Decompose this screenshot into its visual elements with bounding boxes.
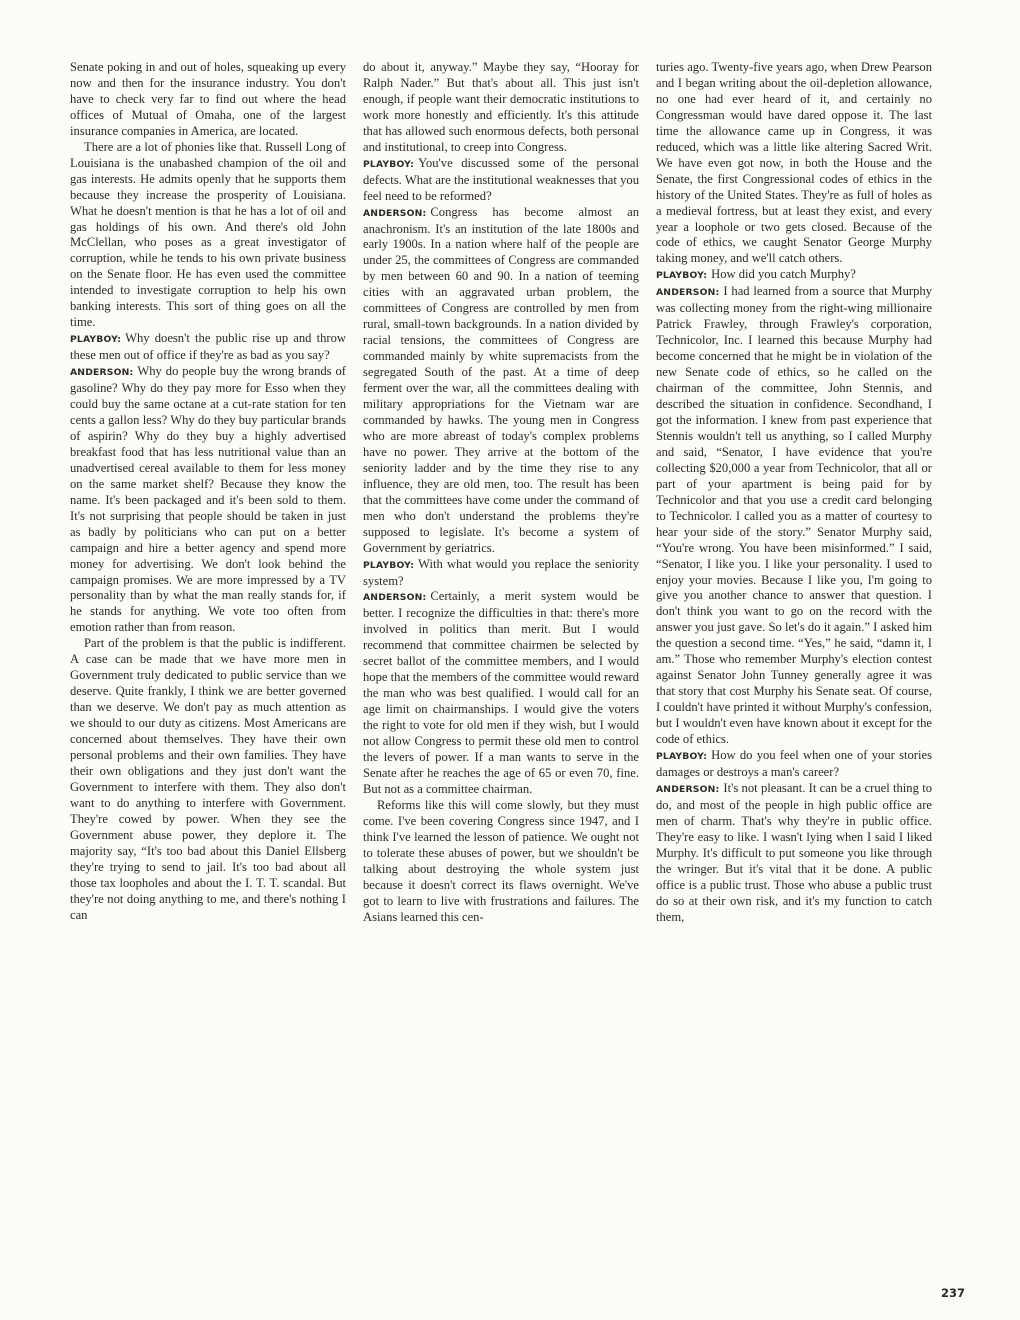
paragraph-text: Why doesn't the public rise up and throw these men out of office if they're as bad as you say? — [70, 331, 346, 363]
page-number: 237 — [941, 1286, 966, 1300]
paragraph-text: There are a lot of phonies like that. Russell Long of Louisiana is the unabashed champion of the oil and gas interests. He admits openly that he supports them because they increase the prosperity of Louisiana. What he doesn't mention is that he has a lot of oil and gas holdings of his own. And there's old John McClellan, who poses as a great investigator of corruption, while he tends to his own private business on the Senate floor. He has even used the committee intended to investigate corruption to help his own banking interests. This sort of thing goes on all the time. — [70, 139, 346, 330]
paragraph-text: It's not pleasant. It can be a cruel thing to do, and most of the people in high public office are men of charm. That's why they're in public office. They're easy to like. I wasn't lying when I said I liked Murphy. It's difficult to put someone you like through the wringer. But it's vital that it be done. A public office is a public trust. Those who abuse a public trust do so at their own risk, and it's my function to catch them, — [656, 780, 932, 924]
text-column-3 — [656, 60, 932, 925]
speaker-label: ANDERSON: — [656, 287, 720, 299]
speaker-label: PLAYBOY: — [363, 158, 415, 170]
paragraph-text: I had learned from a source that Murphy was collecting money from the right-wing millionaire Patrick Frawley, through Frawley's corporation, Technicolor, Inc. I learned this because Murphy had become concerned that he might be in violation of the new Senate code of ethics, so he called on the chairman of the committee, John Stennis, and described the situation in confidence. Secondhand, I got the information. I knew from past experience that Stennis wouldn't tell us anything, so I called Murphy and said, “Senator, I have evidence that you're collecting $20,000 a year from Technicolor, that all or part of your apartment is being paid for by Technicolor and that you use a credit card belonging to Technicolor. I called you as a matter of courtesy to hear your side of the story.” Senator Murphy said, “You're wrong. You have been misinformed.” I said, “Senator, I like you. I like your personality. I used to enjoy your movies. Because I like you, I'm going to give you another chance to answer that question. I don't think you want to go on the record with the answer you just gave. So let's do it again.” I asked him the question a second time. “Yes,” he said, “damn it, I am.” Those who remember Murphy's election contest against Senator John Tunney generally agree it was that story that cost Murphy his Senate seat. Of course, I couldn't have printed it without Murphy's confession, but I wouldn't even have known about it except for the code of ethics. — [656, 284, 932, 747]
body-paragraph — [70, 60, 346, 140]
speaker-label: PLAYBOY: — [656, 750, 708, 762]
text-column-1 — [70, 60, 346, 923]
speaker-label: ANDERSON: — [363, 592, 427, 604]
paragraph-text: You've discussed some of the personal defects. What are the institutional weaknesses that you feel need to be reformed? — [363, 155, 639, 203]
body-paragraph — [70, 636, 346, 923]
answer-paragraph — [656, 284, 932, 748]
body-paragraph — [363, 798, 639, 926]
answer-paragraph — [363, 205, 639, 557]
body-paragraph — [656, 60, 932, 267]
paragraph-text: How do you feel when one of your stories damages or destroys a man's career? — [656, 747, 932, 779]
speaker-label: PLAYBOY: — [363, 559, 415, 571]
question-paragraph — [656, 748, 932, 781]
answer-paragraph — [656, 781, 932, 926]
paragraph-text: How did you catch Murphy? — [711, 267, 856, 282]
answer-paragraph — [363, 589, 639, 797]
speaker-label: ANDERSON: — [70, 367, 134, 379]
question-paragraph — [363, 557, 639, 590]
paragraph-text: Certainly, a merit system would be better. I recognize the difficulties in that: there's more involved in politics than merit. But I would recommend that committee chairmen be selected by secret ballot of the committee members, and I would hope that the members of the committee would reward the man who was best qualified. I would call for an age limit on chairmanships. I would give the voters the right to vote for old men if they wish, but I would not allow Congress to permit these old men to control the levers of power. If a man wants to serve in the Senate after he reaches the age of 65 or even 70, fine. But not as a committee chairman. — [363, 589, 639, 796]
text-column-2 — [363, 60, 639, 925]
question-paragraph — [363, 156, 639, 205]
paragraph-text: Reforms like this will come slowly, but they must come. I've been covering Congress since 1947, and I think I've learned the lesson of patience. We ought not to tolerate these abuses of power, but we shouldn't be talking about destroying the whole system just because it doesn't correct its flaws overnight. We've got to learn to live with frustrations and failures. The Asians learned this cen- — [363, 797, 639, 924]
paragraph-text: With what would you replace the seniority system? — [363, 556, 639, 588]
paragraph-text: turies ago. Twenty-five years ago, when Drew Pearson and I began writing about the oil-depletion allowance, no one had ever heard of it, and certainly no Congressman would have dared oppose it. The last time the allowance came up in Congress, it was reduced, which was a little like altering Sacred Writ. We have even got now, in both the House and the Senate, the first Congressional codes of ethics in the history of the United States. They're as full of holes as a medieval fortress, but at least they exist, and every year a loophole or two gets closed. Because of the code of ethics, we caught Senator George Murphy taking money, and we'll catch others. — [656, 60, 932, 266]
answer-paragraph — [70, 364, 346, 636]
speaker-label: PLAYBOY: — [70, 334, 122, 346]
paragraph-text: Senate poking in and out of holes, squeaking up every now and then for the insurance industry. You don't have to check very far to find out where the head offices of Mutual of Omaha, one of the largest insurance companies in America, are located. — [70, 60, 346, 138]
body-paragraph — [363, 60, 639, 156]
question-paragraph — [70, 331, 346, 364]
paragraph-text: Part of the problem is that the public is indifferent. A case can be made that we have more men in Government truly dedicated to public service than we deserve. Quite frankly, I think we are better governed than we deserve. We don't pay as much attention as we should to our duty as citizens. Most Americans are concerned about themselves. They have their own personal problems and their own families. They have their own obligations and they just don't want the Government to interfere with them. They also don't want to do anything to interfere with Government. They're cowed by power. When they see the Government abuse power, they deplore it. The majority say, “It's too bad about this Daniel Ellsberg they're trying to send to jail. It's too bad about all those tax loopholes and about the I. T. T. scandal. But they're not doing anything to me, and there's nothing I can — [70, 636, 346, 922]
speaker-label: PLAYBOY: — [656, 270, 708, 282]
speaker-label: ANDERSON: — [363, 207, 427, 219]
question-paragraph — [656, 267, 932, 284]
speaker-label: ANDERSON: — [656, 783, 720, 795]
paragraph-text: Why do people buy the wrong brands of gasoline? Why do they pay more for Esso when they could buy the same octane at a cut-rate station for ten cents a gallon less? Why do they buy particular brands of aspirin? Why do they buy a highly advertised breakfast food that has less nutritional value than an unadvertised cereal available to them for less money on the same market shelf? Because they know the name. It's been packaged and it's been sold to them. It's not surprising that people should be taken in just as badly by politicians who can put on a better campaign and hire a better agency and spend more money for advertising. We don't look behind the campaign promises. We are more impressed by a TV personality than by what the man really stands for, if he stands for anything. We vote too often from emotion rather than from reason. — [70, 364, 346, 635]
body-paragraph — [70, 140, 346, 331]
paragraph-text: do about it, anyway.” Maybe they say, “Hooray for Ralph Nader.” But that's about all. This just isn't enough, if people want their democratic institutions to work more honestly and efficiently. It's this attitude that has allowed such enormous defects, both personal and institutional, to creep into Congress. — [363, 60, 639, 154]
paragraph-text: Congress has become almost an anachronism. It's an institution of the late 1800s and early 1900s. In a nation where half of the people are under 25, the committees of Congress are commanded by men between 60 and 90. In a nation of teeming cities with an aggravated urban problem, the committees of Congress are controlled by men from rural, small-town backgrounds. In a nation divided by racial tensions, the committees of Congress are commanded mainly by white supremacists from the segregated South of the past. At a time of deep ferment over the war, all the committees dealing with military appropriations for the Vietnam war are commanded by hawks. The young men in Congress who are more abreast of today's complex problems have no power. They arrive at the bottom of the seniority ladder and by the time they rise to any influence, they are old men, too. The result has been that the committees have come under the command of men who don't understand the problems they're supposed to legislate. It's become a system of Government by geriatrics. — [363, 204, 639, 555]
